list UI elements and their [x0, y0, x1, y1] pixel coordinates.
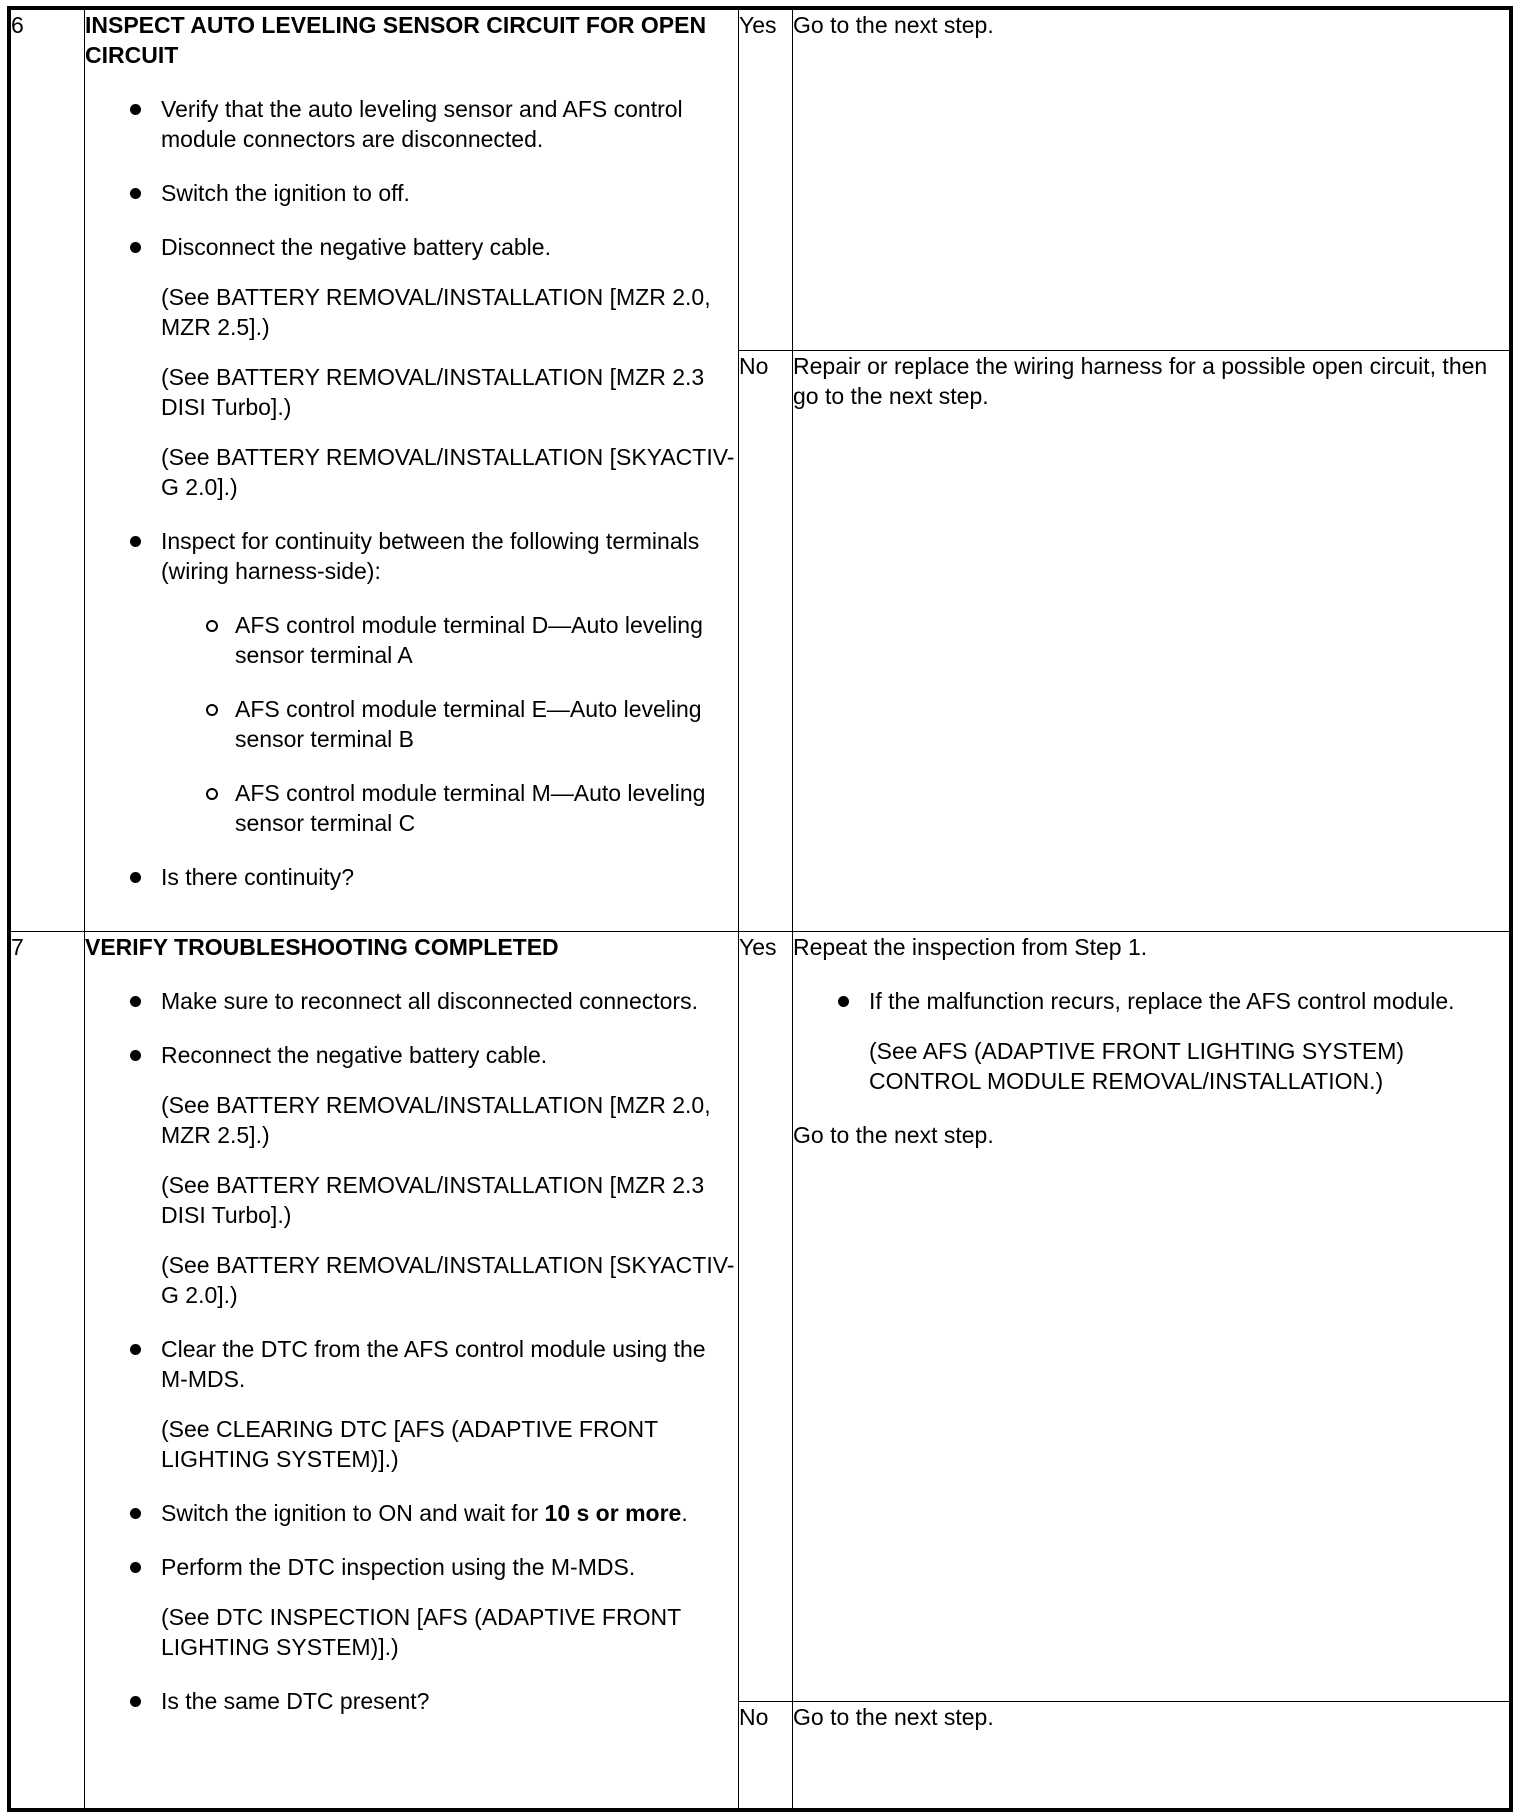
troubleshooting-table	[10, 9, 1510, 1809]
question-item: Is there continuity?	[85, 862, 738, 892]
list-item: Switch the ignition to off.	[85, 178, 738, 208]
question-item: Is the same DTC present?	[85, 1686, 738, 1716]
wait-text: Switch the ignition to ON and wait for	[161, 1500, 545, 1526]
yes-intro: Repeat the inspection from Step 1.	[793, 934, 1148, 960]
sub-list-item: AFS control module terminal D—Auto leveling sensor terminal A	[85, 610, 738, 670]
yes-label: Yes	[739, 10, 793, 351]
step-title: INSPECT AUTO LEVELING SENSOR CIRCUIT FOR OPEN CIRCUIT	[85, 12, 707, 68]
step-7-procedure	[85, 932, 739, 1809]
list-item: If the malfunction recurs, replace the AFS control module.	[793, 986, 1509, 1016]
troubleshooting-table-frame	[7, 6, 1513, 1812]
step-title: VERIFY TROUBLESHOOTING COMPLETED	[85, 934, 559, 960]
reference-link[interactable]: (See BATTERY REMOVAL/INSTALLATION [MZR 2.0, MZR 2.5].)	[161, 1092, 711, 1148]
step-7-yes-row	[11, 932, 1510, 1702]
list-item: Clear the DTC from the AFS control module using the M-MDS.	[85, 1334, 738, 1394]
list-item	[85, 1498, 738, 1528]
no-label: No	[739, 1702, 793, 1809]
reference-link[interactable]: (See DTC INSPECTION [AFS (ADAPTIVE FRONT LIGHTING SYSTEM)].)	[161, 1604, 681, 1660]
yes-label: Yes	[739, 932, 793, 1702]
step-6-yes-row	[11, 10, 1510, 351]
list-item: Perform the DTC inspection using the M-MDS.	[85, 1552, 738, 1582]
sub-list-item: AFS control module terminal E—Auto leveling sensor terminal B	[85, 694, 738, 754]
reference-link[interactable]: (See BATTERY REMOVAL/INSTALLATION [MZR 2.3 DISI Turbo].)	[161, 1172, 705, 1228]
step-number: 6	[11, 10, 85, 932]
reference-link[interactable]: (See CLEARING DTC [AFS (ADAPTIVE FRONT LIGHTING SYSTEM)].)	[161, 1416, 658, 1472]
yes-outro: Go to the next step.	[793, 1122, 994, 1148]
reference-link[interactable]: (See BATTERY REMOVAL/INSTALLATION [MZR 2.3 DISI Turbo].)	[161, 364, 705, 420]
list-item: Make sure to reconnect all disconnected connectors.	[85, 986, 738, 1016]
no-action: Repair or replace the wiring harness for a possible open circuit, then go to the next step.	[793, 351, 1510, 932]
list-item: Disconnect the negative battery cable.	[85, 232, 738, 262]
step-6-procedure	[85, 10, 739, 932]
reference-link[interactable]: (See AFS (ADAPTIVE FRONT LIGHTING SYSTEM) CONTROL MODULE REMOVAL/INSTALLATION.)	[869, 1038, 1405, 1094]
yes-action: Go to the next step.	[793, 10, 1510, 351]
wait-duration: 10 s or more	[544, 1500, 682, 1526]
wait-text-end: .	[681, 1500, 688, 1526]
step-number: 7	[11, 932, 85, 1809]
reference-link[interactable]: (See BATTERY REMOVAL/INSTALLATION [MZR 2.0, MZR 2.5].)	[161, 284, 711, 340]
yes-action	[793, 932, 1510, 1702]
list-item: Verify that the auto leveling sensor and AFS control module connectors are disconnected.	[85, 94, 738, 154]
sub-list-item: AFS control module terminal M—Auto leveling sensor terminal C	[85, 778, 738, 838]
reference-link[interactable]: (See BATTERY REMOVAL/INSTALLATION [SKYACTIV-G 2.0].)	[161, 1252, 735, 1308]
reference-link[interactable]: (See BATTERY REMOVAL/INSTALLATION [SKYACTIV-G 2.0].)	[161, 444, 735, 500]
list-item: Inspect for continuity between the following terminals (wiring harness-side):	[85, 526, 738, 586]
no-label: No	[739, 351, 793, 932]
no-action: Go to the next step.	[793, 1702, 1510, 1809]
list-item: Reconnect the negative battery cable.	[85, 1040, 738, 1070]
